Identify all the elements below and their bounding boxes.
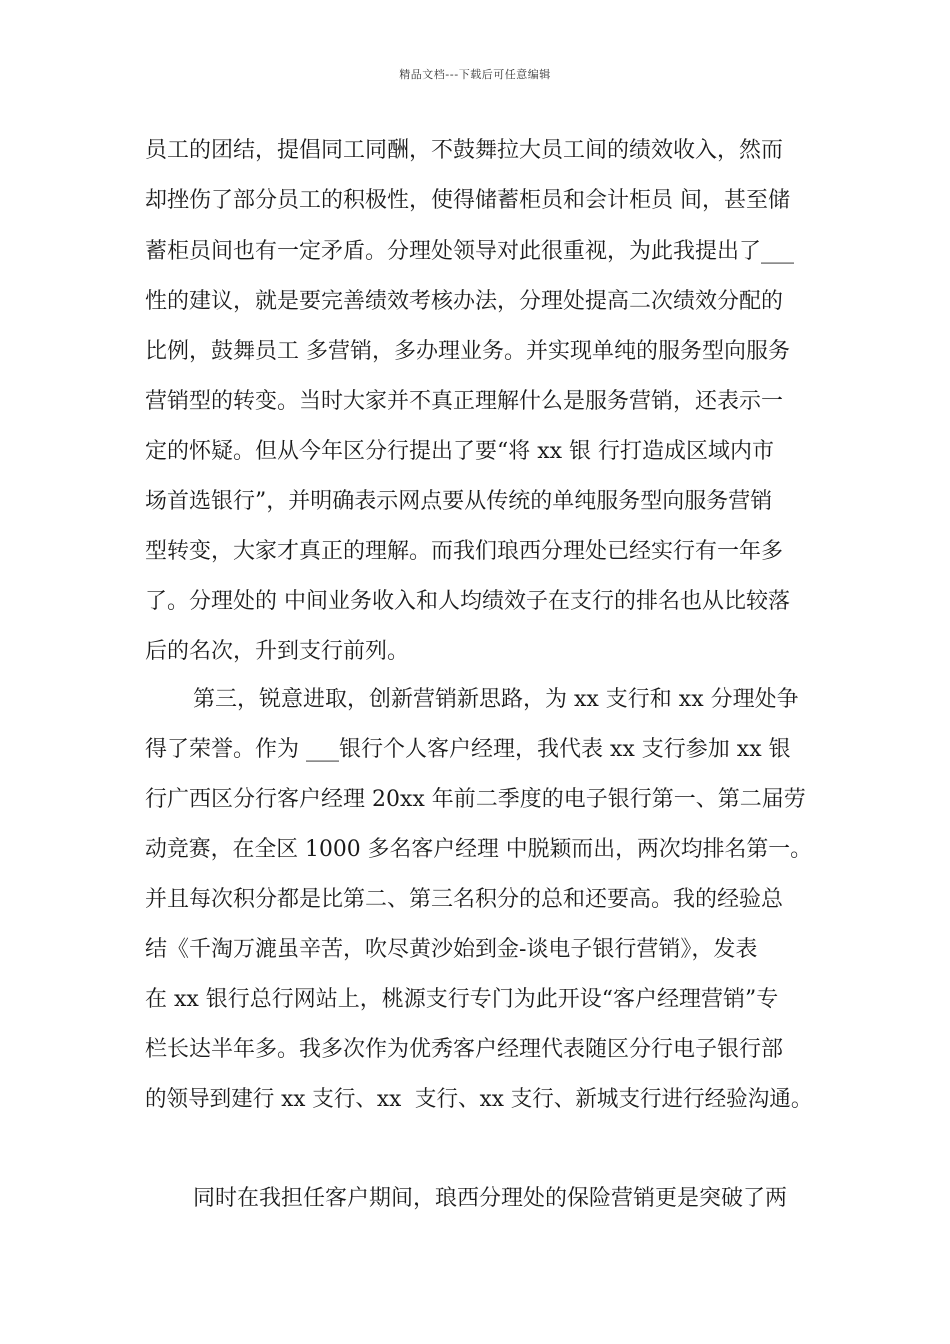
paragraph-1-line-7: 定的怀疑。但从今年区分行提出了要“将 xx 银 行打造成区域内市 bbox=[145, 439, 775, 464]
paragraph-1-line-10: 了。分理处的 中间业务收入和人均绩效子在支行的排名也从比较落 bbox=[145, 589, 790, 614]
paragraph-2-line-3: 行广西区分行客户经理 20xx 年前二季度的电子银行第一、第二届劳 bbox=[145, 787, 806, 812]
paragraph-2-line-1: 第三，锐意进取，创新营销新思路，为 xx 支行和 xx 分理处争 bbox=[193, 687, 799, 712]
page-header: 精品文档---下载后可任意编辑 bbox=[399, 68, 551, 81]
paragraph-1-line-6: 营销型的转变。当时大家并不真正理解什么是服务营销，还表示一 bbox=[145, 389, 784, 414]
paragraph-1-line-2: 却挫伤了部分员工的积极性，使得储蓄柜员和会计柜员 间，甚至储 bbox=[145, 188, 790, 213]
paragraph-1-line-8: 场首选银行”，并明确表示网点要从传统的单纯服务型向服务营销 bbox=[145, 489, 773, 514]
paragraph-2-line-5: 并且每次积分都是比第二、第三名积分的总和还要高。我的经验总 bbox=[145, 887, 784, 912]
paragraph-1-line-9: 型转变，大家才真正的理解。而我们琅西分理处已经实行有一年多 bbox=[145, 539, 784, 564]
paragraph-1-line-3: 蓄柜员间也有一定矛盾。分理处领导对此很重视，为此我提出了___ bbox=[145, 239, 795, 264]
paragraph-1-line-5: 比例，鼓舞员工 多营销，多办理业务。并实现单纯的服务型向服务 bbox=[145, 339, 790, 364]
paragraph-1-line-11: 后的名次，升到支行前列。 bbox=[145, 639, 410, 664]
paragraph-2-line-2: 得了荣誉。作为 ___银行个人客户经理，我代表 xx 支行参加 xx 银 bbox=[145, 737, 791, 762]
paragraph-2-line-6: 结《千淘万漉虽辛苦，吹尽黄沙始到金-谈电子银行营销》，发表 bbox=[145, 937, 758, 962]
paragraph-3-line-1: 同时在我担任客户期间，琅西分理处的保险营销更是突破了两 bbox=[193, 1186, 788, 1211]
paragraph-2-line-8: 栏长达半年多。我多次作为优秀客户经理代表随区分行电子银行部 bbox=[145, 1037, 784, 1062]
paragraph-2-line-7: 在 xx 银行总行网站上，桃源支行专门为此开设“客户经理营销”专 bbox=[145, 987, 779, 1012]
paragraph-1-line-4: 性的建议，就是要完善绩效考核办法，分理处提高二次绩效分配的 bbox=[145, 289, 784, 314]
paragraph-2-line-4: 动竞赛，在全区 1000 多名客户经理 中脱颖而出，两次均排名第一。 bbox=[145, 837, 812, 862]
paragraph-1-line-1: 员工的团结，提倡同工同酬，不鼓舞拉大员工间的绩效收入，然而 bbox=[145, 138, 784, 163]
paragraph-2-line-9: 的领导到建行 xx 支行、xx 支行、xx 支行、新城支行进行经验沟通。 bbox=[145, 1087, 813, 1112]
